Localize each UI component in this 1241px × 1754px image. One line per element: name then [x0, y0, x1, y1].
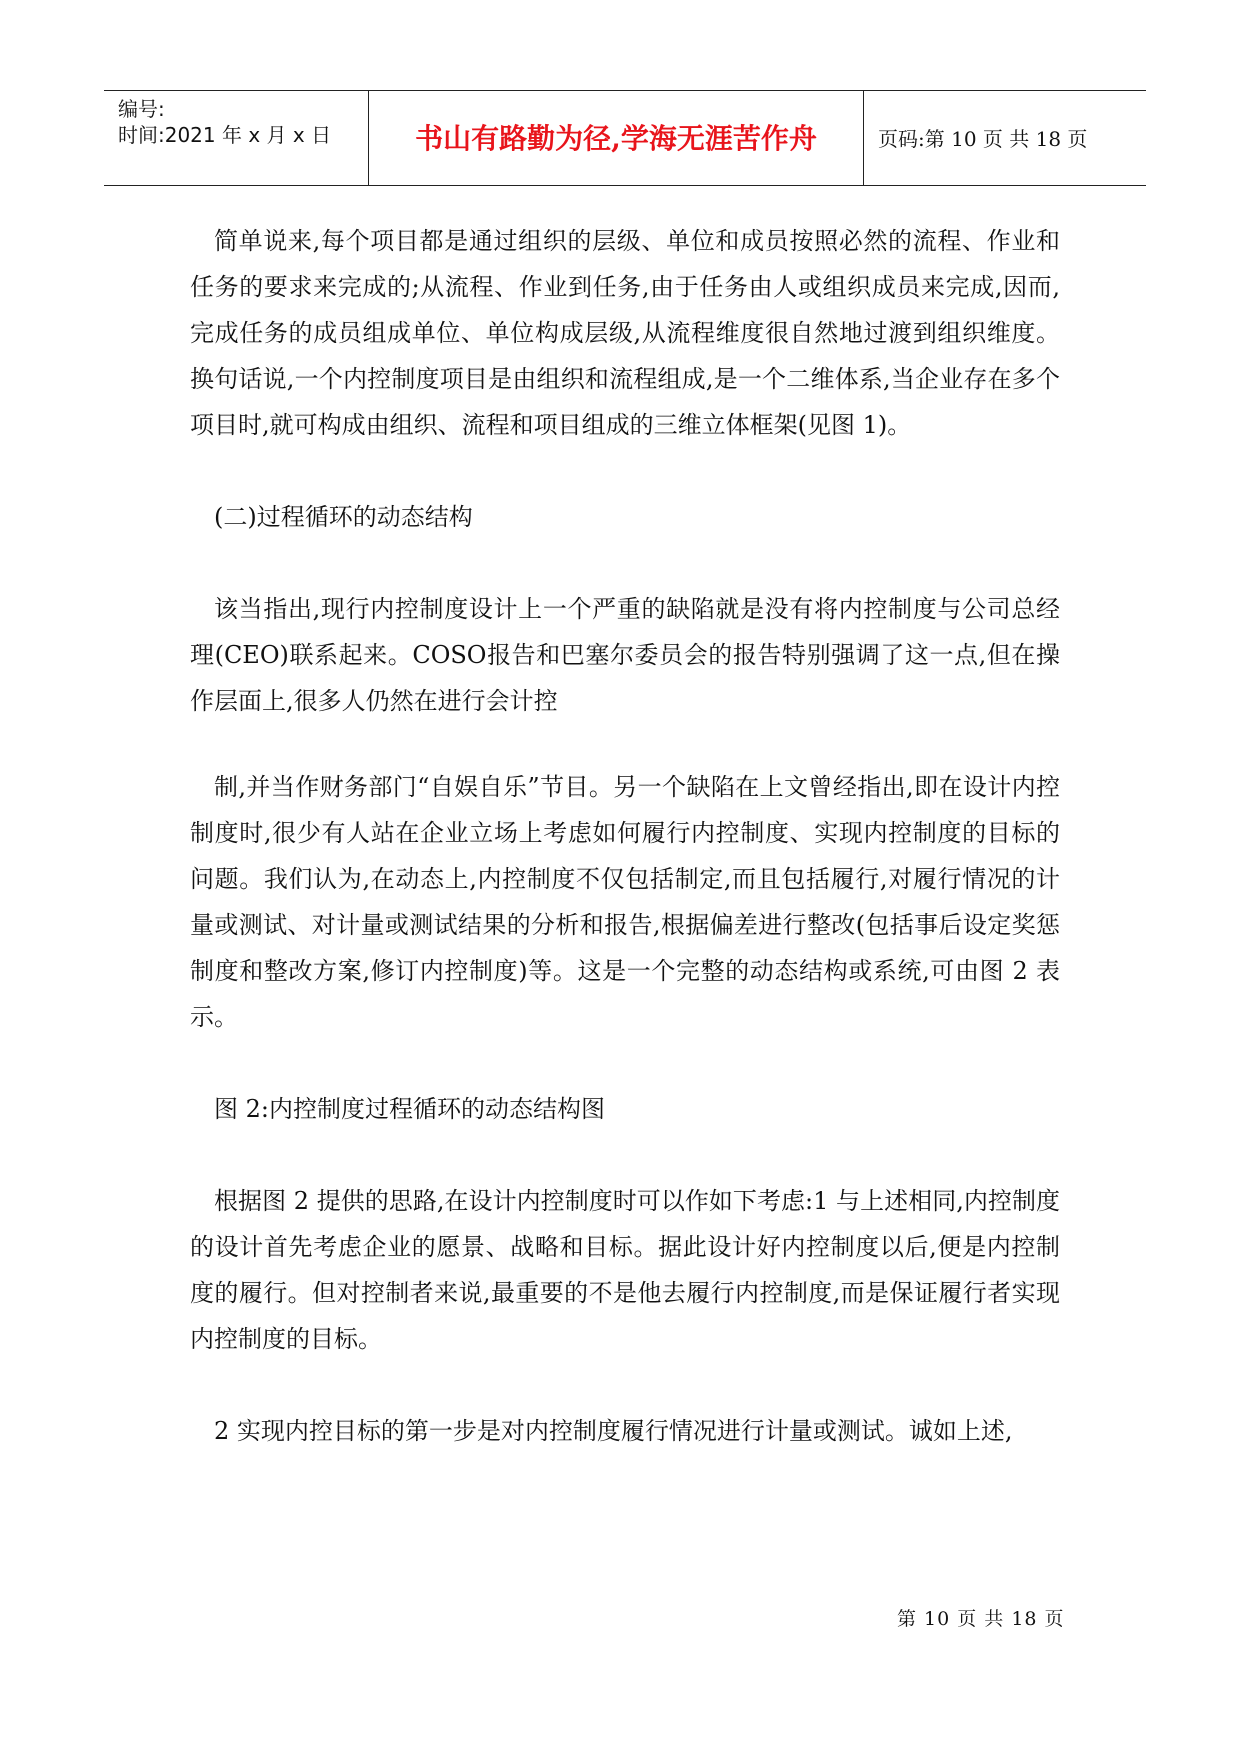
paragraph: 根据图 2 提供的思路,在设计内控制度时可以作如下考虑:1 与上述相同,内控制度的设计首先考虑企业的愿景、战略和目标。据此设计好内控制度以后,便是内控制度的履行。但对控制者来说,最重要的不是他去履行内控制度,而是保证履行者实现内控制度的目标。 — [190, 1187, 1060, 1353]
paragraph: 制,并当作财务部门“自娱自乐”节目。另一个缺陷在上文曾经指出,即在设计内控制度时,很少有人站在企业立场上考虑如何履行内控制度、实现内控制度的目标的问题。我们认为,在动态上,内控制度不仅包括制定,而且包括履行,对履行情况的计量或测试、对计量或测试结果的分析和报告,根据偏差进行整改(包括事后设定奖惩制度和整改方案,修订内控制度)等。这是一个完整的动态结构或系统,可由图 2 表示。 — [190, 773, 1060, 1031]
time-label: 时间:2021 年 x 月 x 日 — [118, 123, 332, 147]
document-body — [190, 218, 1060, 1454]
paragraph: 简单说来,每个项目都是通过组织的层级、单位和成员按照必然的流程、作业和任务的要求来完成的;从流程、作业到任务,由于任务由人或组织成员来完成,因而,完成任务的成员组成单位、单位构成层级,从流程维度很自然地过渡到组织维度。换句话说,一个内控制度项目是由组织和流程组成,是一个二维体系,当企业存在多个项目时,就可构成由组织、流程和项目组成的三维立体框架(见图 1)。 — [190, 227, 1060, 439]
header-motto-cell — [369, 91, 864, 185]
page-number-label: 页码:第 10 页 共 18 页 — [878, 127, 1088, 151]
page-footer: 第 10 页 共 18 页 — [897, 1608, 1065, 1630]
section-heading: (二)过程循环的动态结构 — [214, 503, 473, 531]
paragraph: 该当指出,现行内控制度设计上一个严重的缺陷就是没有将内控制度与公司总经理(CEO)联系起来。COSO报告和巴塞尔委员会的报告特别强调了这一点,但在操作层面上,很多人仍然在进行会计控 — [190, 595, 1060, 715]
paragraph: 2 实现内控目标的第一步是对内控制度履行情况进行计量或测试。诚如上述, — [214, 1417, 1013, 1445]
serial-number-label: 编号: — [118, 97, 165, 121]
header-info-cell — [104, 91, 369, 185]
motto-text: 书山有路勤为径,学海无涯苦作舟 — [415, 122, 817, 155]
page-header — [104, 90, 1146, 186]
header-page-cell — [864, 91, 1146, 185]
figure-caption: 图 2:内控制度过程循环的动态结构图 — [214, 1095, 605, 1123]
